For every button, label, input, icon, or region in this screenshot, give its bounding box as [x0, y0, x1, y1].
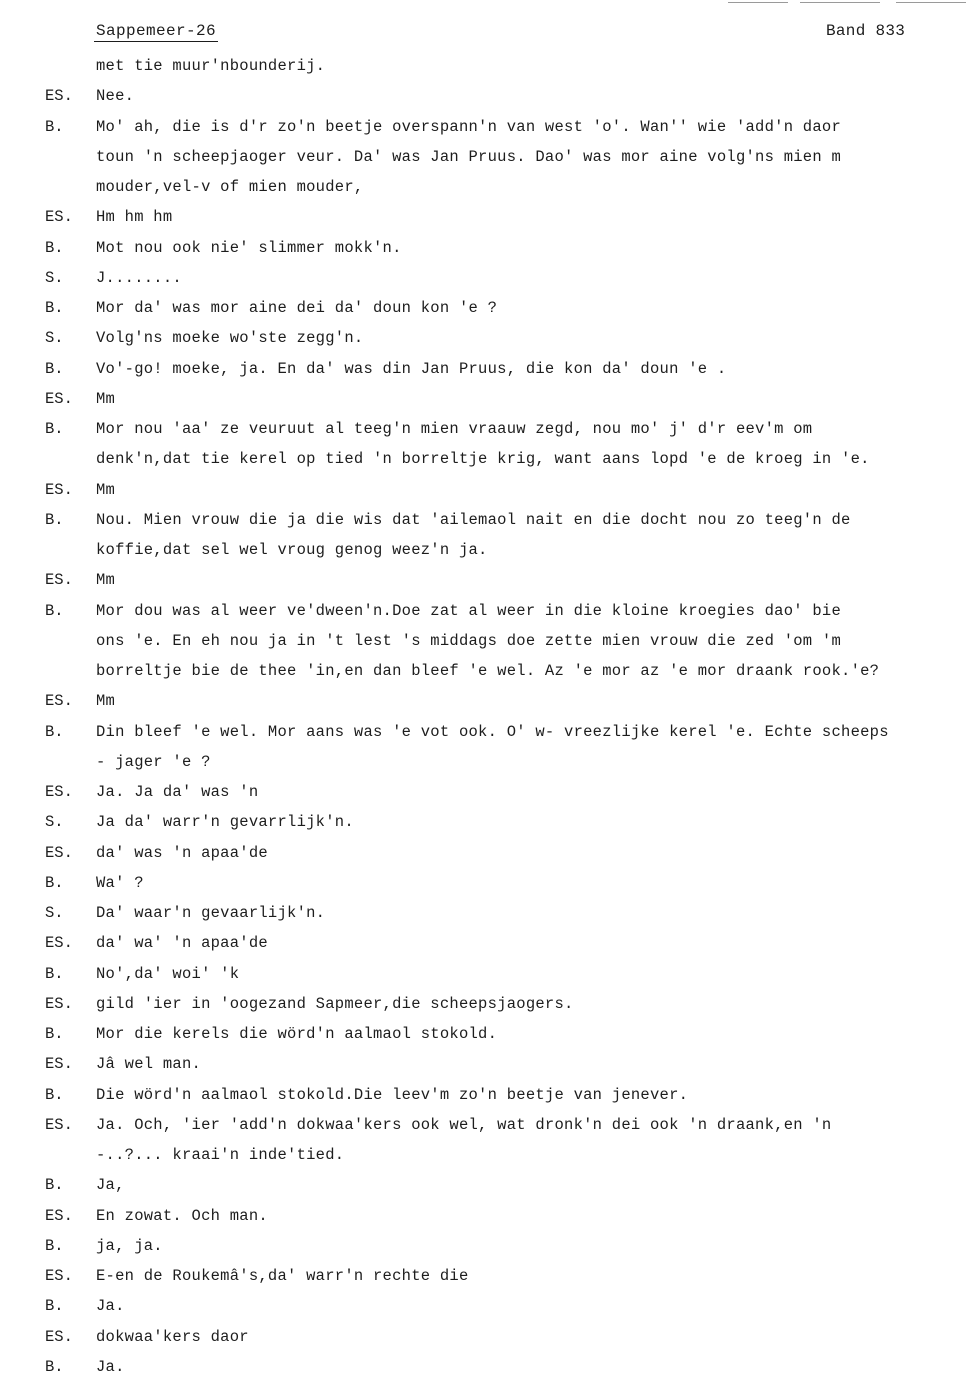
transcript-line	[0, 959, 973, 989]
speaker-label: ES.	[45, 934, 73, 953]
transcript-line	[0, 535, 973, 565]
transcript-line	[0, 1049, 973, 1079]
utterance-text: mouder,vel-v of mien mouder,	[96, 178, 364, 196]
utterance-text: da' wa' 'n apaa'de	[96, 934, 268, 953]
transcript-line	[0, 1110, 973, 1140]
utterance-text: Vo'-go! moeke, ja. En da' was din Jan Pruus, die kon da' doun 'e .	[96, 359, 727, 378]
utterance-text: Hm hm hm	[96, 208, 173, 227]
transcript-line	[0, 323, 973, 353]
speaker-label: ES.	[45, 87, 73, 106]
transcript-line	[0, 1170, 973, 1200]
speaker-label: B.	[45, 299, 64, 317]
utterance-text: Nou. Mien vrouw die ja die wis dat 'ailemaol nait en die docht nou zo teeg'n de	[96, 510, 851, 529]
speaker-label: ES.	[45, 389, 73, 408]
utterance-text: Ja. Och, 'ier 'add'n dokwaa'kers ook wel, wat dronk'n dei ook 'n draank,en 'n	[96, 1115, 832, 1134]
transcript-line	[0, 1261, 973, 1291]
speaker-label: B.	[45, 117, 64, 136]
transcript-line	[0, 686, 973, 716]
transcript-line	[0, 81, 973, 111]
page-title: Sappemeer-26	[96, 22, 217, 40]
utterance-text: dokwaa'kers daor	[96, 1327, 249, 1346]
utterance-text: da' was 'n apaa'de	[96, 843, 268, 862]
utterance-text: toun 'n scheepjaoger veur. Da' was Jan Pruus. Dao' was mor aine volg'ns mien m	[96, 147, 842, 166]
utterance-text: Da' waar'n gevaarlijk'n.	[96, 904, 326, 922]
speaker-label: B.	[45, 359, 64, 378]
speaker-label: ES.	[45, 208, 73, 227]
utterance-text: Ja.	[96, 1357, 125, 1376]
speaker-label: B.	[45, 1357, 64, 1376]
utterance-text: Mm	[96, 571, 116, 590]
utterance-text: koffie,dat sel wel vroug genog weez'n ja.	[96, 541, 488, 559]
speaker-label: S.	[45, 329, 64, 348]
transcript-line	[0, 505, 973, 535]
speaker-label: B.	[45, 420, 64, 438]
utterance-text: Mor dou was al weer ve'dween'n.Doe zat al weer in die kloine kroegies dao' bie	[96, 601, 842, 620]
transcript-line	[0, 1201, 973, 1231]
transcript-line	[0, 233, 973, 263]
utterance-text: borreltje bie de thee 'in,en dan bleef 'e wel. Az 'e mor az 'e mor draank rook.'e?	[96, 662, 880, 680]
transcript-line	[0, 414, 973, 444]
speaker-label: B.	[45, 722, 64, 741]
transcript-line	[0, 807, 973, 837]
top-rule	[800, 2, 880, 3]
utterance-text: Wa' ?	[96, 873, 144, 892]
speaker-label: B.	[45, 238, 64, 257]
utterance-text: denk'n,dat tie kerel op tied 'n borreltje krig, want aans lopd 'e de kroeg in 'e.	[96, 450, 870, 469]
speaker-label: B.	[45, 510, 64, 529]
utterance-text: No',da' woi' 'k	[96, 964, 240, 983]
transcript-line	[0, 384, 973, 414]
speaker-label: B.	[45, 873, 64, 892]
utterance-text: Die wörd'n aalmaol stokold.Die leev'm zo'n beetje van jenever.	[96, 1085, 689, 1104]
utterance-text: Volg'ns moeke wo'ste zegg'n.	[96, 329, 364, 348]
top-rule	[728, 2, 788, 3]
transcript-line	[0, 112, 973, 142]
speaker-label: ES.	[45, 1115, 73, 1134]
transcript-line	[0, 1291, 973, 1321]
utterance-text: Ja,	[96, 1176, 125, 1195]
utterance-text: Ja.	[96, 1297, 125, 1316]
transcript-line	[0, 1019, 973, 1049]
utterance-text: Ja da' warr'n gevarrlijk'n.	[96, 813, 354, 832]
utterance-text: Jâ wel man.	[96, 1055, 202, 1074]
speaker-label: ES.	[45, 1267, 73, 1285]
transcript-line	[0, 444, 973, 474]
utterance-text: Nee.	[96, 87, 135, 106]
speaker-label: ES.	[45, 783, 73, 801]
speaker-label: ES.	[45, 571, 73, 590]
utterance-text: Mor da' was mor aine dei da' doun kon 'e ?	[96, 299, 498, 317]
utterance-text: Mor die kerels die wörd'n aalmaol stokold.	[96, 1025, 498, 1043]
speaker-label: ES.	[45, 480, 73, 499]
speaker-label: ES.	[45, 843, 73, 862]
speaker-label: S.	[45, 268, 64, 287]
transcript-line	[0, 777, 973, 807]
speaker-label: B.	[45, 1297, 64, 1316]
utterance-text: -..?... kraai'n inde'tied.	[96, 1146, 345, 1164]
transcript-line	[0, 263, 973, 293]
speaker-label: B.	[45, 1176, 64, 1195]
utterance-text: Mo' ah, die is d'r zo'n beetje overspann'n van west 'o'. Wan'' wie 'add'n daor	[96, 117, 842, 136]
top-rule	[896, 2, 966, 3]
speaker-label: B.	[45, 1085, 64, 1104]
transcript-line	[0, 142, 973, 172]
transcript-line	[0, 626, 973, 656]
utterance-text: Mm	[96, 480, 116, 499]
speaker-label: S.	[45, 904, 64, 922]
utterance-text: E-en de Roukemâ's,da' warr'n rechte die	[96, 1267, 469, 1285]
utterance-text: Mot nou ook nie' slimmer mokk'n.	[96, 238, 402, 257]
speaker-label: ES.	[45, 1327, 73, 1346]
transcript-line	[0, 172, 973, 202]
transcript-line	[0, 1231, 973, 1261]
utterance-text: met tie muur'nbounderij.	[96, 57, 326, 75]
speaker-label: ES.	[45, 994, 73, 1013]
transcript-line	[0, 656, 973, 686]
transcript-line	[0, 354, 973, 384]
speaker-label: B.	[45, 1236, 64, 1255]
transcript-line	[0, 717, 973, 747]
transcript-line	[0, 928, 973, 958]
transcript-line	[0, 202, 973, 232]
utterance-text: Mm	[96, 692, 116, 711]
transcript-line	[0, 51, 973, 81]
transcript-line	[0, 565, 973, 595]
transcript-line	[0, 596, 973, 626]
transcript-line	[0, 838, 973, 868]
utterance-text: gild 'ier in 'oogezand Sapmeer,die scheepsjaogers.	[96, 994, 574, 1013]
utterance-text: Ja. Ja da' was 'n	[96, 783, 259, 801]
transcript-line	[0, 989, 973, 1019]
utterance-text: ons 'e. En eh nou ja in 't lest 's middags doe zette mien vrouw die zed 'om 'm	[96, 631, 842, 650]
speaker-label: B.	[45, 1025, 64, 1043]
transcript-line	[0, 747, 973, 777]
transcript-line	[0, 868, 973, 898]
utterance-text: En zowat. Och man.	[96, 1206, 268, 1225]
speaker-label: B.	[45, 601, 64, 620]
transcript-lines	[0, 51, 973, 1382]
speaker-label: B.	[45, 964, 64, 983]
transcript-line	[0, 1352, 973, 1382]
transcript-line	[0, 475, 973, 505]
utterance-text: - jager 'e ?	[96, 752, 211, 771]
band-number: Band 833	[826, 22, 906, 40]
transcript-line	[0, 898, 973, 928]
speaker-label: ES.	[45, 1206, 73, 1225]
transcript-line	[0, 1322, 973, 1352]
speaker-label: ES.	[45, 1055, 73, 1074]
transcript-line	[0, 1140, 973, 1170]
speaker-label: ES.	[45, 692, 73, 711]
transcript-line	[0, 1080, 973, 1110]
transcript-line	[0, 293, 973, 323]
utterance-text: Mor nou 'aa' ze veuruut al teeg'n mien vraauw zegd, nou mo' j' d'r eev'm om	[96, 420, 813, 438]
speaker-label: S.	[45, 813, 64, 832]
utterance-text: Din bleef 'e wel. Mor aans was 'e vot ook. O' w- vreezlijke kerel 'e. Echte scheeps	[96, 722, 889, 741]
utterance-text: Mm	[96, 389, 116, 408]
utterance-text: J........	[96, 268, 182, 287]
utterance-text: ja, ja.	[96, 1236, 163, 1255]
